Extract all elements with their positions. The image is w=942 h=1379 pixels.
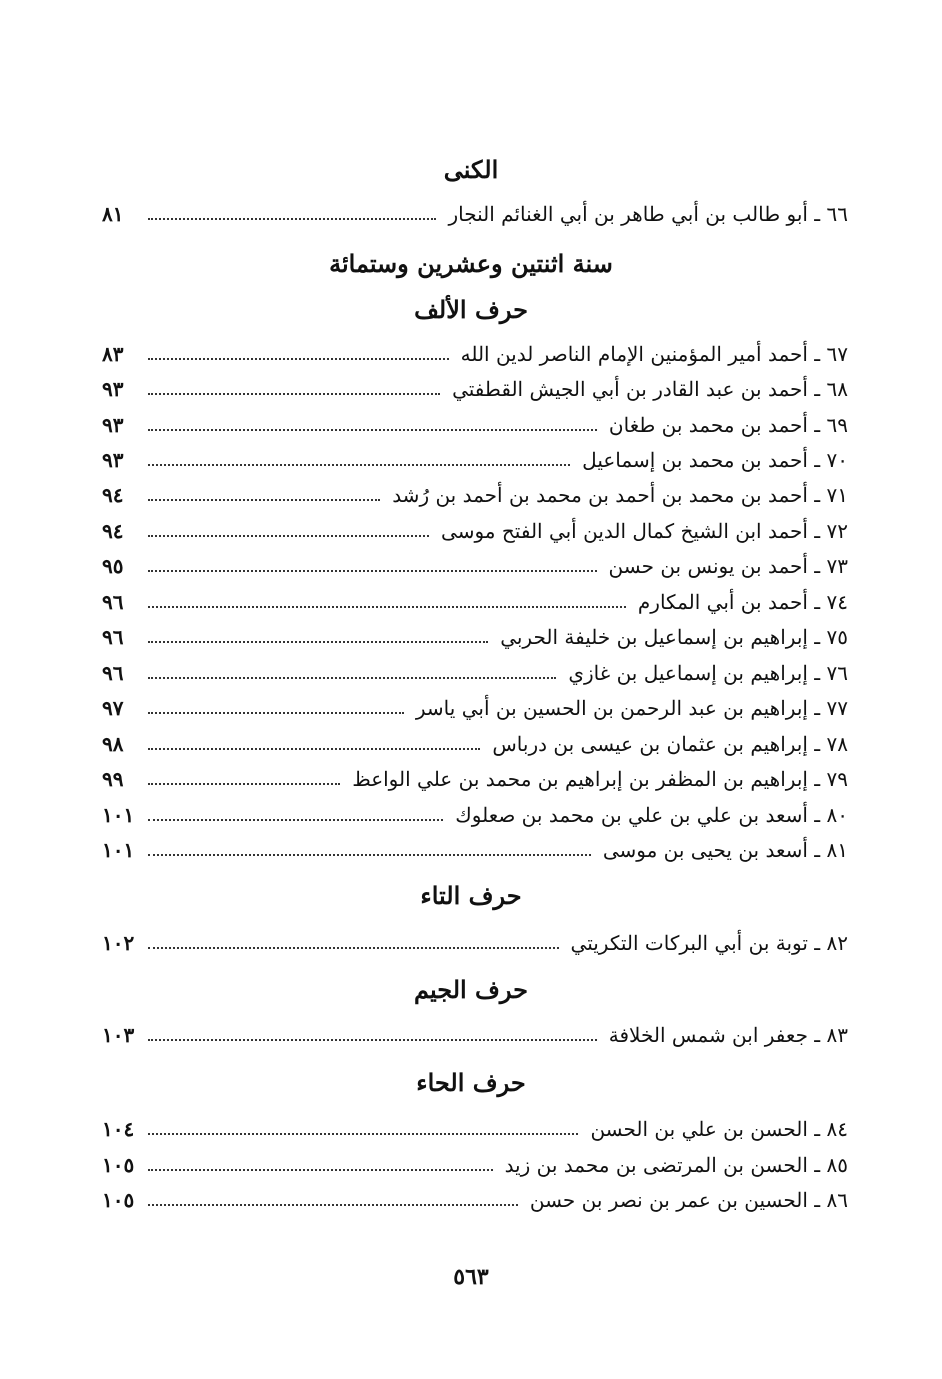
entry-page-number: ١٠١: [102, 803, 135, 827]
entry-title: ٧٩ ـ إبراهيم بن المظفر بن إبراهيم بن محمد بن علي الواعظ: [352, 767, 848, 791]
entry-title: ٨١ ـ أسعد بن يحيى بن موسى: [602, 838, 848, 862]
toc-entry: [102, 1149, 848, 1181]
toc-entry: [102, 586, 848, 618]
toc-entry: [102, 550, 848, 582]
entry-title: ٦٦ ـ أبو طالب بن أبي طاهر بن أبي الغنائم النجار: [448, 202, 848, 226]
toc-entry: [102, 198, 848, 230]
entry-title: ٧٧ ـ إبراهيم بن عبد الرحمن بن الحسين بن أبي ياسر: [415, 696, 848, 720]
entry-page-number: ٩٧: [102, 696, 124, 720]
dot-leader: [148, 606, 626, 608]
entry-page-number: ١٠٥: [102, 1188, 135, 1212]
entry-title: ٧٥ ـ إبراهيم بن إسماعيل بن خليفة الحربي: [500, 625, 848, 649]
entry-title: ٨٥ ـ الحسن بن المرتضى بن محمد بن زيد: [504, 1153, 848, 1177]
dot-leader: [148, 748, 480, 750]
toc-entry: [102, 834, 848, 866]
entry-title: ٨٣ ـ جعفر ابن شمس الخلافة: [608, 1023, 848, 1047]
toc-entry: [102, 763, 848, 795]
dot-leader: [148, 641, 488, 643]
entry-title: ٦٩ ـ أحمد بن محمد بن طغان: [608, 413, 848, 437]
entry-title: ٦٨ ـ أحمد بن عبد القادر بن أبي الجيش القطفتي: [452, 377, 848, 401]
dot-leader: [148, 570, 597, 572]
entry-page-number: ٩٣: [102, 413, 124, 437]
toc-entry: [102, 927, 848, 959]
section-heading-jim: حرف الجيم: [414, 975, 528, 1004]
toc-entry: [102, 621, 848, 653]
entry-page-number: ٩٤: [102, 483, 124, 507]
dot-leader: [148, 854, 591, 856]
entry-page-number: ٩٥: [102, 554, 124, 578]
toc-entry: [102, 657, 848, 689]
entry-title: ٧٤ ـ أحمد بن أبي المكارم: [637, 590, 848, 614]
section-heading-alif: حرف الألف: [414, 295, 528, 324]
toc-entry: [102, 373, 848, 405]
entry-page-number: ٩٦: [102, 661, 124, 685]
entry-title: ٦٧ ـ أحمد أمير المؤمنين الإمام الناصر لدين الله: [460, 342, 848, 366]
entry-page-number: ١٠٥: [102, 1153, 135, 1177]
entry-page-number: ٩٨: [102, 732, 124, 756]
dot-leader: [148, 1133, 578, 1135]
dot-leader: [148, 358, 449, 360]
dot-leader: [148, 218, 436, 220]
toc-entry: [102, 444, 848, 476]
section-heading-ta: حرف التاء: [420, 881, 522, 910]
entry-page-number: ٩٩: [102, 767, 124, 791]
entry-page-number: ١٠٢: [102, 931, 135, 955]
entry-title: ٨٤ ـ الحسن بن علي بن الحسن: [590, 1117, 848, 1141]
toc-entry: [102, 728, 848, 760]
dot-leader: [148, 499, 380, 501]
toc-entry: [102, 692, 848, 724]
toc-entry: [102, 1184, 848, 1216]
toc-entry: [102, 409, 848, 441]
entry-page-number: ٩٤: [102, 519, 124, 543]
dot-leader: [148, 535, 429, 537]
section-heading-kuna: الكنى: [443, 155, 499, 184]
entry-page-number: ٩٣: [102, 377, 124, 401]
entry-title: ٨٢ ـ توبة بن أبي البركات التكريتي: [570, 931, 848, 955]
toc-entry: [102, 799, 848, 831]
entry-page-number: ٩٦: [102, 625, 124, 649]
dot-leader: [148, 1039, 597, 1041]
entry-title: ٨٦ ـ الحسين بن عمر بن نصر بن حسن: [529, 1188, 848, 1212]
entry-title: ٧٦ ـ إبراهيم بن إسماعيل بن غازي: [568, 661, 848, 685]
entry-title: ٨٠ ـ أسعد بن علي بن علي بن محمد بن صعلوك: [455, 803, 848, 827]
dot-leader: [148, 393, 440, 395]
dot-leader: [148, 947, 559, 949]
toc-entry: [102, 1113, 848, 1145]
entry-page-number: ٩٣: [102, 448, 124, 472]
dot-leader: [148, 819, 443, 821]
entry-page-number: ٩٦: [102, 590, 124, 614]
dot-leader: [148, 429, 597, 431]
entry-page-number: ٨١: [102, 202, 124, 226]
entry-title: ٧٢ ـ أحمد ابن الشيخ كمال الدين أبي الفتح موسى: [441, 519, 848, 543]
entry-page-number: ١٠٤: [102, 1117, 135, 1141]
toc-entry: [102, 515, 848, 547]
toc-entry: [102, 338, 848, 370]
dot-leader: [148, 1204, 518, 1206]
dot-leader: [148, 783, 340, 785]
section-heading-ha: حرف الحاء: [416, 1068, 526, 1097]
dot-leader: [148, 712, 404, 714]
toc-entry: [102, 1019, 848, 1051]
section-heading-year: سنة اثنتين وعشرين وستمائة: [329, 249, 613, 278]
page-number-footer: ٥٦٣: [453, 1264, 489, 1290]
entry-title: ٧١ ـ أحمد بن محمد بن أحمد بن محمد بن أحمد بن رُشد: [392, 483, 848, 507]
toc-entry: [102, 479, 848, 511]
dot-leader: [148, 1169, 493, 1171]
dot-leader: [148, 464, 570, 466]
entry-title: ٧٣ ـ أحمد بن يونس بن حسن: [608, 554, 848, 578]
dot-leader: [148, 677, 556, 679]
entry-title: ٧٨ ـ إبراهيم بن عثمان بن عيسى بن درباس: [492, 732, 848, 756]
entry-page-number: ٨٣: [102, 342, 124, 366]
entry-page-number: ١٠١: [102, 838, 135, 862]
entry-page-number: ١٠٣: [102, 1023, 135, 1047]
entry-title: ٧٠ ـ أحمد بن محمد بن إسماعيل: [582, 448, 848, 472]
